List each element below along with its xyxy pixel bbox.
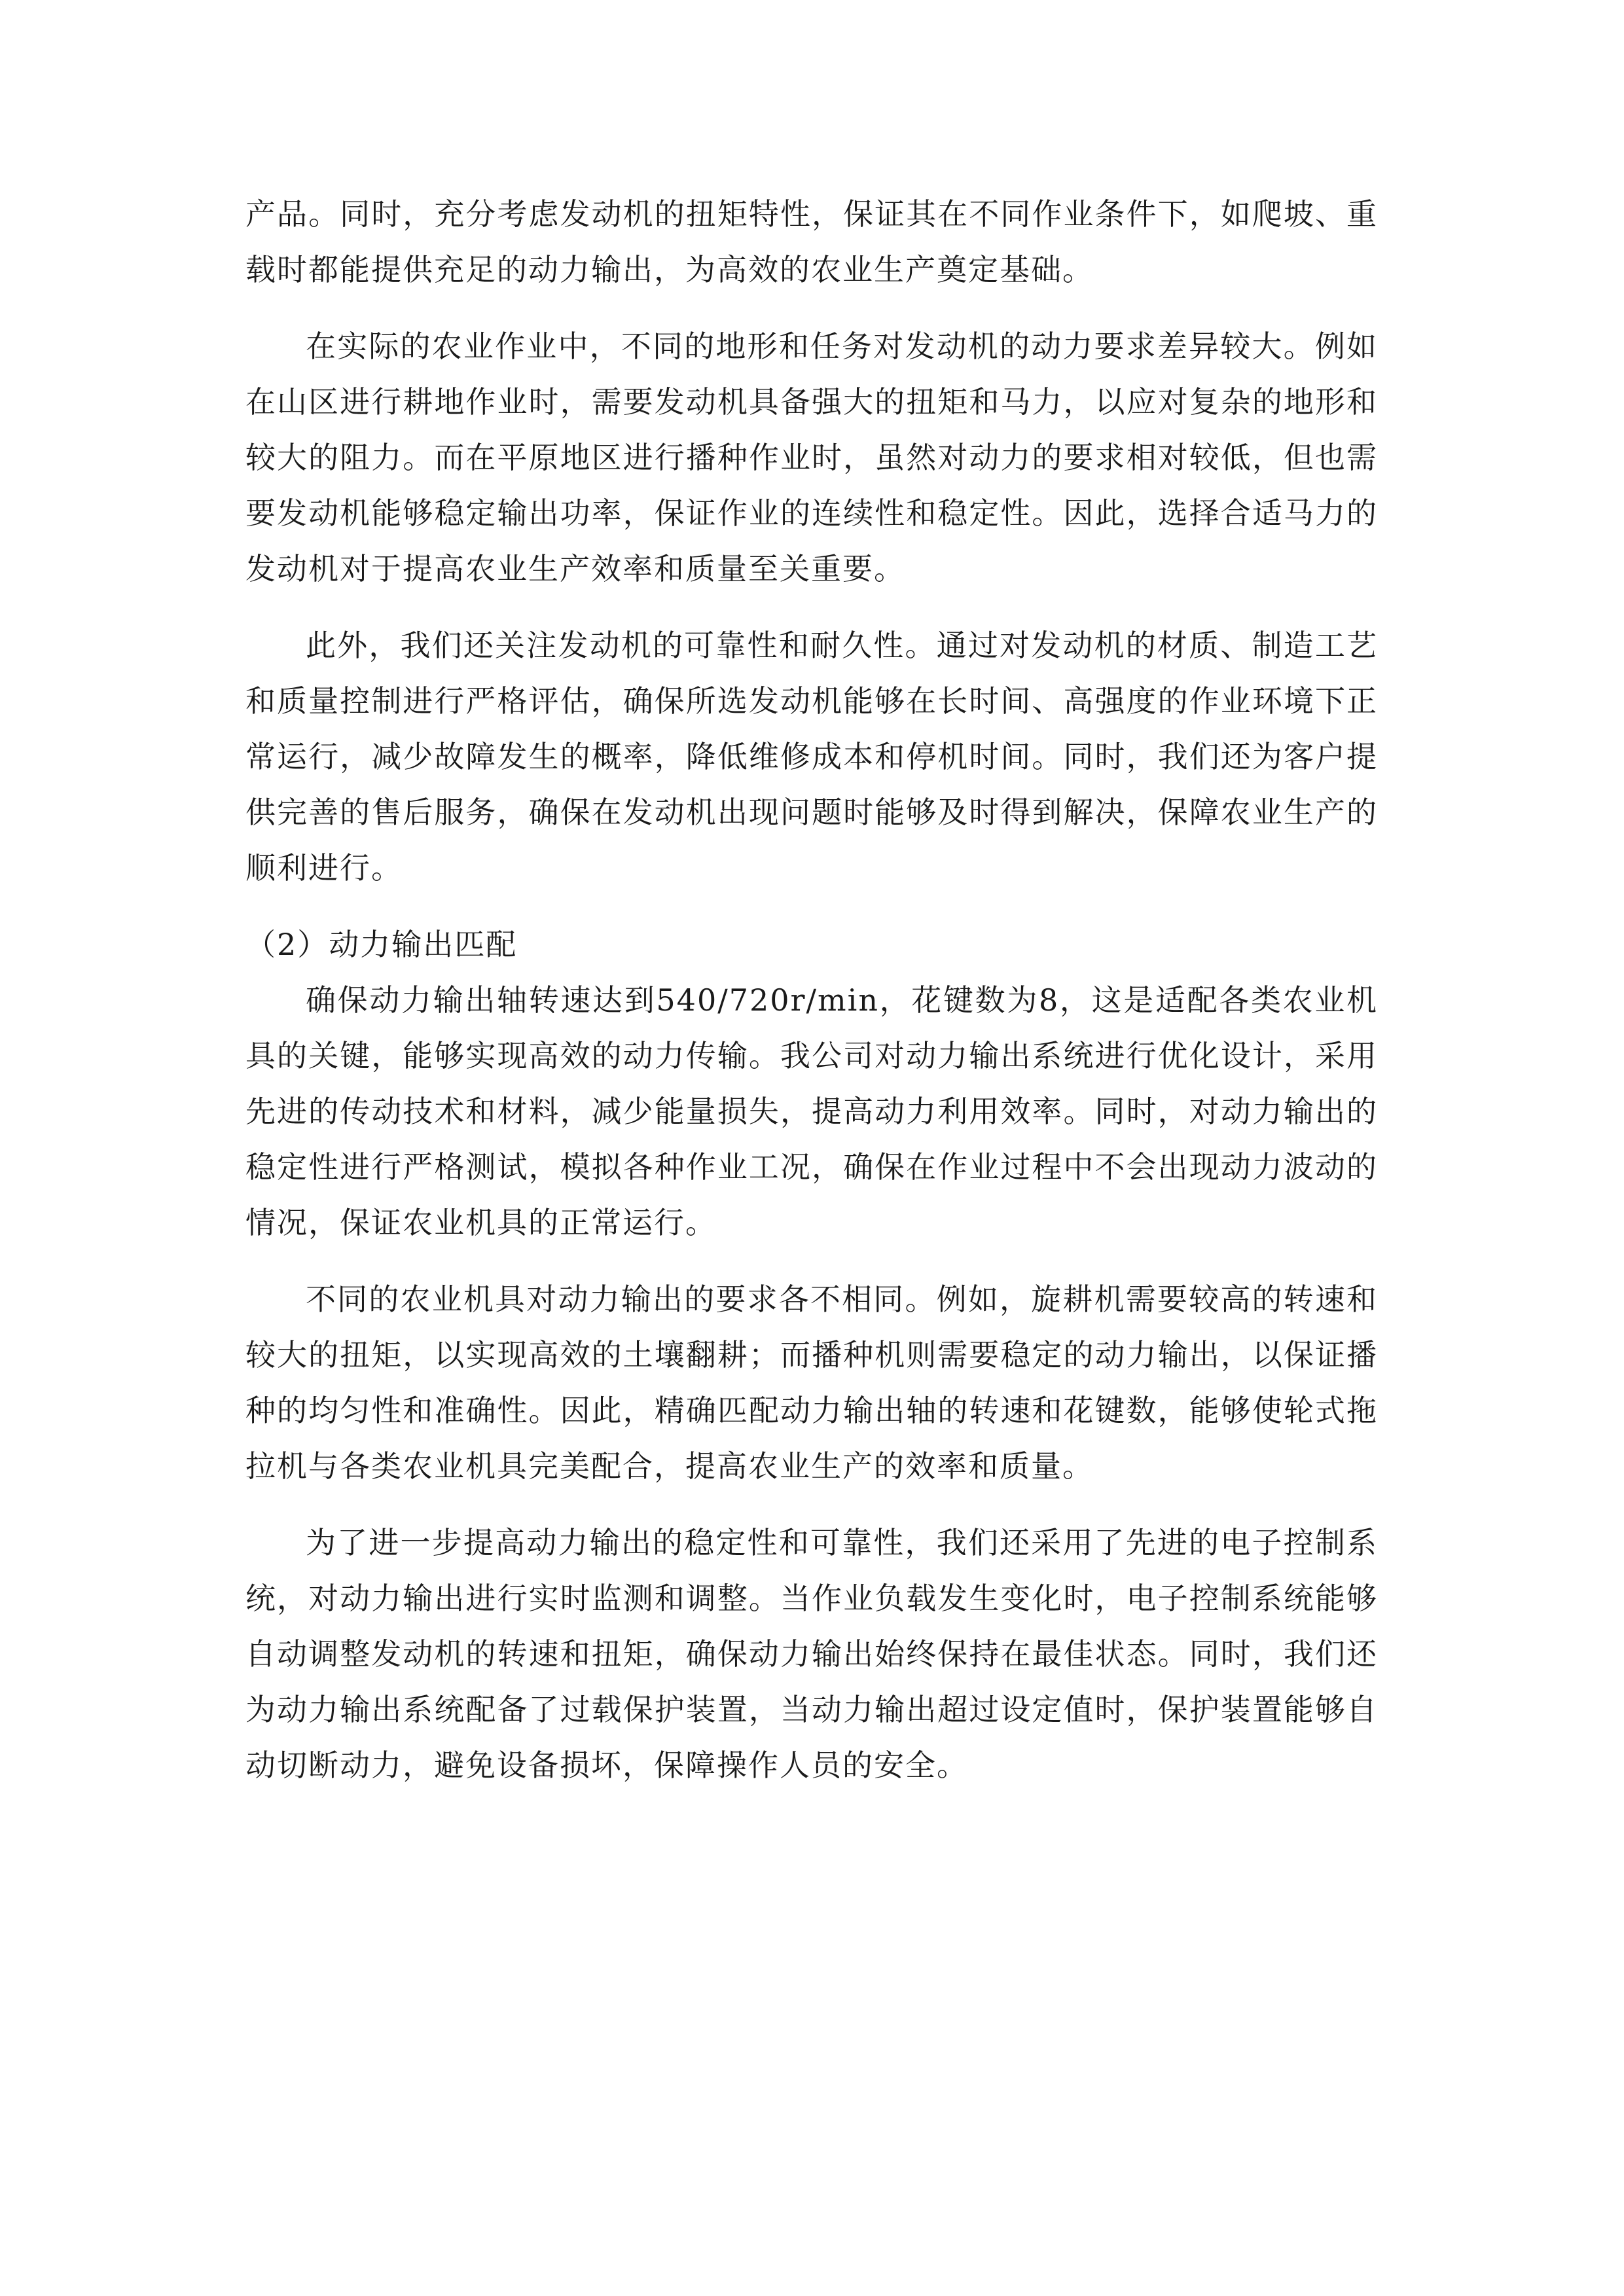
paragraph-pto-spec: 确保动力输出轴转速达到540/720r/min，花键数为8，这是适配各类农业机具的关键，能够实现高效的动力传输。我公司对动力输出系统进行优化设计，采用先进的传动技术和材料，减少能量损失，提高动力利用效率。同时，对动力输出的稳定性进行严格测试，模拟各种作业工况，确保在作业过程中不会出现动力波动的情况，保证农业机具的正常运行。 xyxy=(245,982,1378,1240)
paragraph-electronic-control: 为了进一步提高动力输出的稳定性和可靠性，我们还采用了先进的电子控制系统，对动力输出进行实时监测和调整。当作业负载发生变化时，电子控制系统能够自动调整发动机的转速和扭矩，确保动力输出始终保持在最佳状态。同时，我们还为动力输出系统配备了过载保护装置，当动力输出超过设定值时，保护装置能够自动切断动力，避免设备损坏，保障操作人员的安全。 xyxy=(245,1525,1378,1783)
section-heading: （2）动力输出匹配 xyxy=(245,927,518,962)
paragraph-reliability: 此外，我们还关注发动机的可靠性和耐久性。通过对发动机的材质、制造工艺和质量控制进行严格评估，确保所选发动机能够在长时间、高强度的作业环境下正常运行，减少故障发生的概率，降低维修成本和停机时间。同时，我们还为客户提供完善的售后服务，确保在发动机出现问题时能够及时得到解决，保障农业生产的顺利进行。 xyxy=(245,628,1378,886)
paragraph-continuation: 产品。同时，充分考虑发动机的扭矩特性，保证其在不同作业条件下，如爬坡、重载时都能提供充足的动力输出，为高效的农业生产奠定基础。 xyxy=(245,196,1378,287)
paragraph-terrain-requirements: 在实际的农业作业中，不同的地形和任务对发动机的动力要求差异较大。例如在山区进行耕地作业时，需要发动机具备强大的扭矩和马力，以应对复杂的地形和较大的阻力。而在平原地区进行播种作业时，虽然对动力的要求相对较低，但也需要发动机能够稳定输出功率，保证作业的连续性和稳定性。因此，选择合适马力的发动机对于提高农业生产效率和质量至关重要。 xyxy=(245,329,1378,586)
paragraph-implement-matching: 不同的农业机具对动力输出的要求各不相同。例如，旋耕机需要较高的转速和较大的扭矩，以实现高效的土壤翻耕；而播种机则需要稳定的动力输出，以保证播种的均匀性和准确性。因此，精确匹配动力输出轴的转速和花键数，能够使轮式拖拉机与各类农业机具完美配合，提高农业生产的效率和质量。 xyxy=(245,1282,1378,1484)
document-body xyxy=(245,187,1378,1814)
